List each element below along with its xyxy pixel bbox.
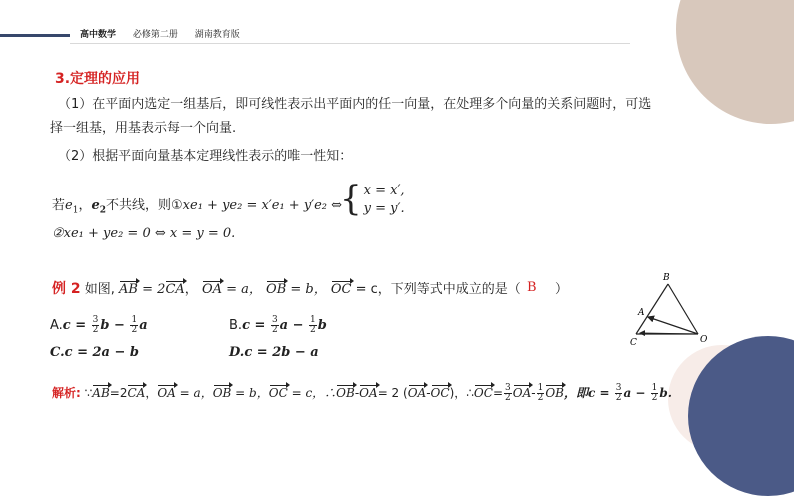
solution-label: 解析: (52, 386, 81, 400)
label-b: B (663, 273, 670, 283)
solution-t14: b. (659, 386, 672, 400)
option-b-frac-1 (271, 316, 279, 335)
option-a-num-2: 1 (131, 315, 138, 325)
label-c: C (630, 338, 637, 348)
solution (52, 384, 672, 403)
example-eq2: = a， (221, 282, 262, 297)
solution-num-2: 1 (537, 383, 544, 393)
option-a-frac-2 (130, 316, 138, 335)
paragraph-2: （2）根据平面向量基本定理线性表示的唯一性知： (58, 149, 353, 164)
solution-frac-2 (537, 384, 545, 403)
solution-t12: ，即c = (563, 386, 614, 400)
option-a-den-2: 2 (131, 325, 138, 335)
solution-frac-1 (504, 384, 512, 403)
option-a-num-1: 3 (92, 315, 99, 325)
option-b-frac-2 (309, 316, 317, 335)
solution-frac-3 (615, 384, 623, 403)
solution-den-4: 2 (651, 393, 658, 403)
section-title: 3.定理的应用 (55, 71, 141, 87)
brace-icon: { (340, 179, 362, 219)
solution-v2: CA (127, 386, 146, 400)
solution-t11: - (531, 386, 536, 400)
option-b (229, 316, 327, 335)
example-label: 例 2 (52, 281, 81, 297)
label-a: A (638, 308, 645, 318)
solution-t3: = a， (175, 386, 213, 400)
option-a-lhs: c = (62, 318, 91, 333)
solution-den-2: 2 (537, 393, 544, 403)
condition-line-1 (52, 194, 342, 216)
e2-symbol: e (91, 198, 100, 213)
solution-v9: OC (430, 386, 450, 400)
option-b-label: B. (229, 318, 243, 333)
example-eq3: = b， (286, 282, 327, 297)
option-b-den-1: 2 (271, 325, 278, 335)
option-b-num-1: 3 (271, 315, 278, 325)
solution-v7: OA (359, 386, 378, 400)
option-a-den-1: 2 (92, 325, 99, 335)
solution-t6: - (354, 386, 360, 400)
solution-den-3: 2 (615, 393, 622, 403)
solution-v12: OB (545, 386, 564, 400)
edge-bo (668, 284, 698, 334)
condition-sep: ， (78, 198, 92, 213)
solution-t13: a − (623, 386, 650, 400)
example-2 (52, 278, 568, 298)
solution-v5: OC (268, 386, 288, 400)
example-sep1: ， (184, 282, 198, 297)
header-accent-bar (0, 34, 70, 37)
solution-because: ∵ (84, 386, 93, 400)
option-c: C.c = 2a − b (50, 345, 140, 360)
vector-oc: OC (330, 282, 352, 297)
header-publisher: 湖南教育版 (194, 30, 240, 40)
condition-line-2: ②xe₁ + ye₂ = 0 ⇔ x = y = 0. (52, 226, 236, 241)
equation-system (340, 181, 405, 218)
header-subject: 高中数学 (80, 30, 117, 40)
solution-t8: - (426, 386, 431, 400)
example-eq4: = c，下列等式中成立的是（ (351, 282, 521, 297)
paragraph-1-line-1: （1）在平面内选定一组基后，即可线性表示出平面内的任一向量，在处理多个向量的关系问题时，可选 (58, 97, 652, 112)
system-line-2: y = y′. (363, 201, 405, 216)
option-a (50, 316, 148, 335)
solution-t10: = (492, 386, 503, 400)
condition-equation: xe₁ + ye₂ = x′e₁ + y′e₂ ⇔ (182, 198, 343, 213)
vector-oa-arrow (648, 317, 698, 334)
option-d: D.c = 2b − a (229, 345, 319, 360)
paragraph-1-line-2: 择一组基，用基表示每一个向量. (50, 121, 237, 136)
solution-v8: OA (407, 386, 427, 400)
header-divider (70, 43, 630, 44)
vector-ca: CA (165, 282, 185, 297)
example-close: ） (554, 282, 568, 297)
solution-v4: OB (212, 386, 232, 400)
condition-prefix: 若 (52, 198, 66, 213)
solution-num-1: 3 (505, 383, 511, 393)
e1-sub: 1 (72, 205, 79, 216)
e2-sub: 2 (99, 205, 107, 216)
solution-t4: = b， (231, 386, 269, 400)
solution-num-4: 1 (651, 383, 658, 393)
solution-t5: = c，∴ (287, 386, 337, 400)
solution-frac-4 (651, 384, 659, 403)
option-b-den-2: 2 (310, 325, 316, 335)
header-book: 必修第二册 (132, 30, 178, 40)
solution-t2: ， (145, 386, 158, 400)
decor-circle-top-right (676, 0, 794, 124)
header (80, 27, 254, 40)
example-eq1: = 2 (138, 282, 166, 297)
triangle-diagram (620, 270, 720, 350)
option-a-label: A. (50, 318, 63, 333)
solution-t1: =2 (109, 386, 128, 400)
solution-num-3: 3 (615, 383, 622, 393)
option-b-mid: a − (279, 318, 309, 333)
vector-ab: AB (119, 282, 138, 297)
e1-symbol: e (65, 198, 73, 213)
option-b-end: b (317, 318, 327, 333)
condition-text: 不共线，则① (106, 198, 183, 213)
option-b-num-2: 1 (310, 315, 316, 325)
solution-v10: OC (473, 386, 493, 400)
solution-t9: )，∴ (449, 386, 474, 400)
option-a-frac-1 (92, 316, 100, 335)
vector-ob: OB (266, 282, 287, 297)
option-a-end: a (139, 318, 148, 333)
solution-v11: OA (512, 386, 532, 400)
solution-v1: AB (92, 386, 110, 400)
solution-t7: = 2 ( (377, 386, 408, 400)
option-b-lhs: c = (242, 318, 270, 333)
answer-badge: B (527, 280, 537, 295)
label-o: O (700, 335, 708, 345)
vector-oa: OA (201, 282, 222, 297)
system-line-1: x = x′, (363, 183, 405, 198)
solution-v6: OB (336, 386, 355, 400)
solution-den-1: 2 (505, 393, 511, 403)
option-a-mid: b − (100, 318, 130, 333)
example-intro: 如图, (84, 282, 115, 297)
solution-v3: OA (157, 386, 176, 400)
